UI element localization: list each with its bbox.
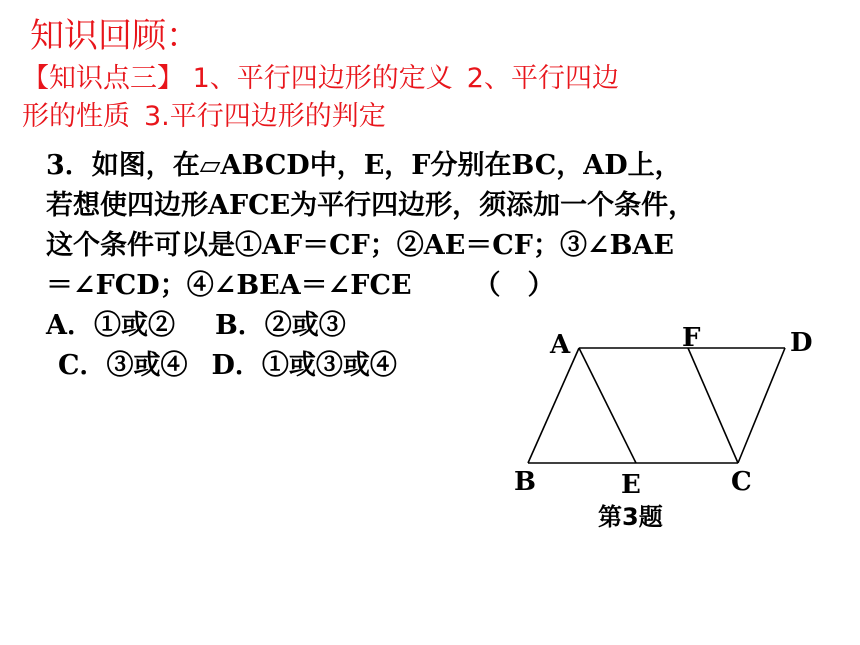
option-d[interactable]: D．①或③或④ <box>211 350 397 381</box>
figure-caption: 第3题 <box>598 503 663 531</box>
question-line-3: 这个条件可以是①AF＝CF；②AE＝CF；③∠BAE <box>46 230 674 261</box>
question-line-4 <box>46 266 846 306</box>
kp-item-properties-part2: 形的性质 <box>22 101 130 132</box>
question-line-4-text: ＝∠FCD；④∠BEA＝∠FCE <box>46 270 412 301</box>
question-text <box>46 146 846 306</box>
question-line-1: 3．如图，在▱ABCD中，E，F分别在BC，AD上， <box>46 150 682 181</box>
answer-options <box>46 306 397 386</box>
answer-paren: （ ） <box>473 270 555 301</box>
point-label-e: E <box>621 470 641 500</box>
kp-bracket-label: 【知识点三】 <box>22 63 184 94</box>
segment-ae <box>579 348 636 463</box>
parallelogram-diagram <box>500 315 840 535</box>
kp-item-criteria: 3.平行四边形的判定 <box>144 101 386 132</box>
geometry-figure <box>500 315 840 535</box>
option-c[interactable]: C．③或④ <box>58 350 188 381</box>
kp-item-definition: 1、平行四边形的定义 <box>192 63 453 94</box>
point-label-b: B <box>514 467 536 497</box>
point-label-f: F <box>682 323 701 353</box>
side-dc <box>738 348 785 463</box>
option-row-1 <box>46 306 397 346</box>
kp-item-properties-part1: 2、平行四边 <box>466 63 619 94</box>
option-row-2 <box>46 346 397 386</box>
point-label-a: A <box>550 330 571 360</box>
point-label-d: D <box>790 328 813 358</box>
segment-fc <box>688 348 738 463</box>
question-line-2: 若想使四边形AFCE为平行四边形，须添加一个条件， <box>46 190 696 221</box>
option-b[interactable]: B．②或③ <box>214 310 346 341</box>
point-label-c: C <box>731 467 752 497</box>
option-a[interactable]: A．①或② <box>46 310 175 341</box>
side-ab <box>528 348 579 463</box>
page-title: 知识回顾： <box>30 16 200 56</box>
knowledge-points <box>22 60 802 136</box>
